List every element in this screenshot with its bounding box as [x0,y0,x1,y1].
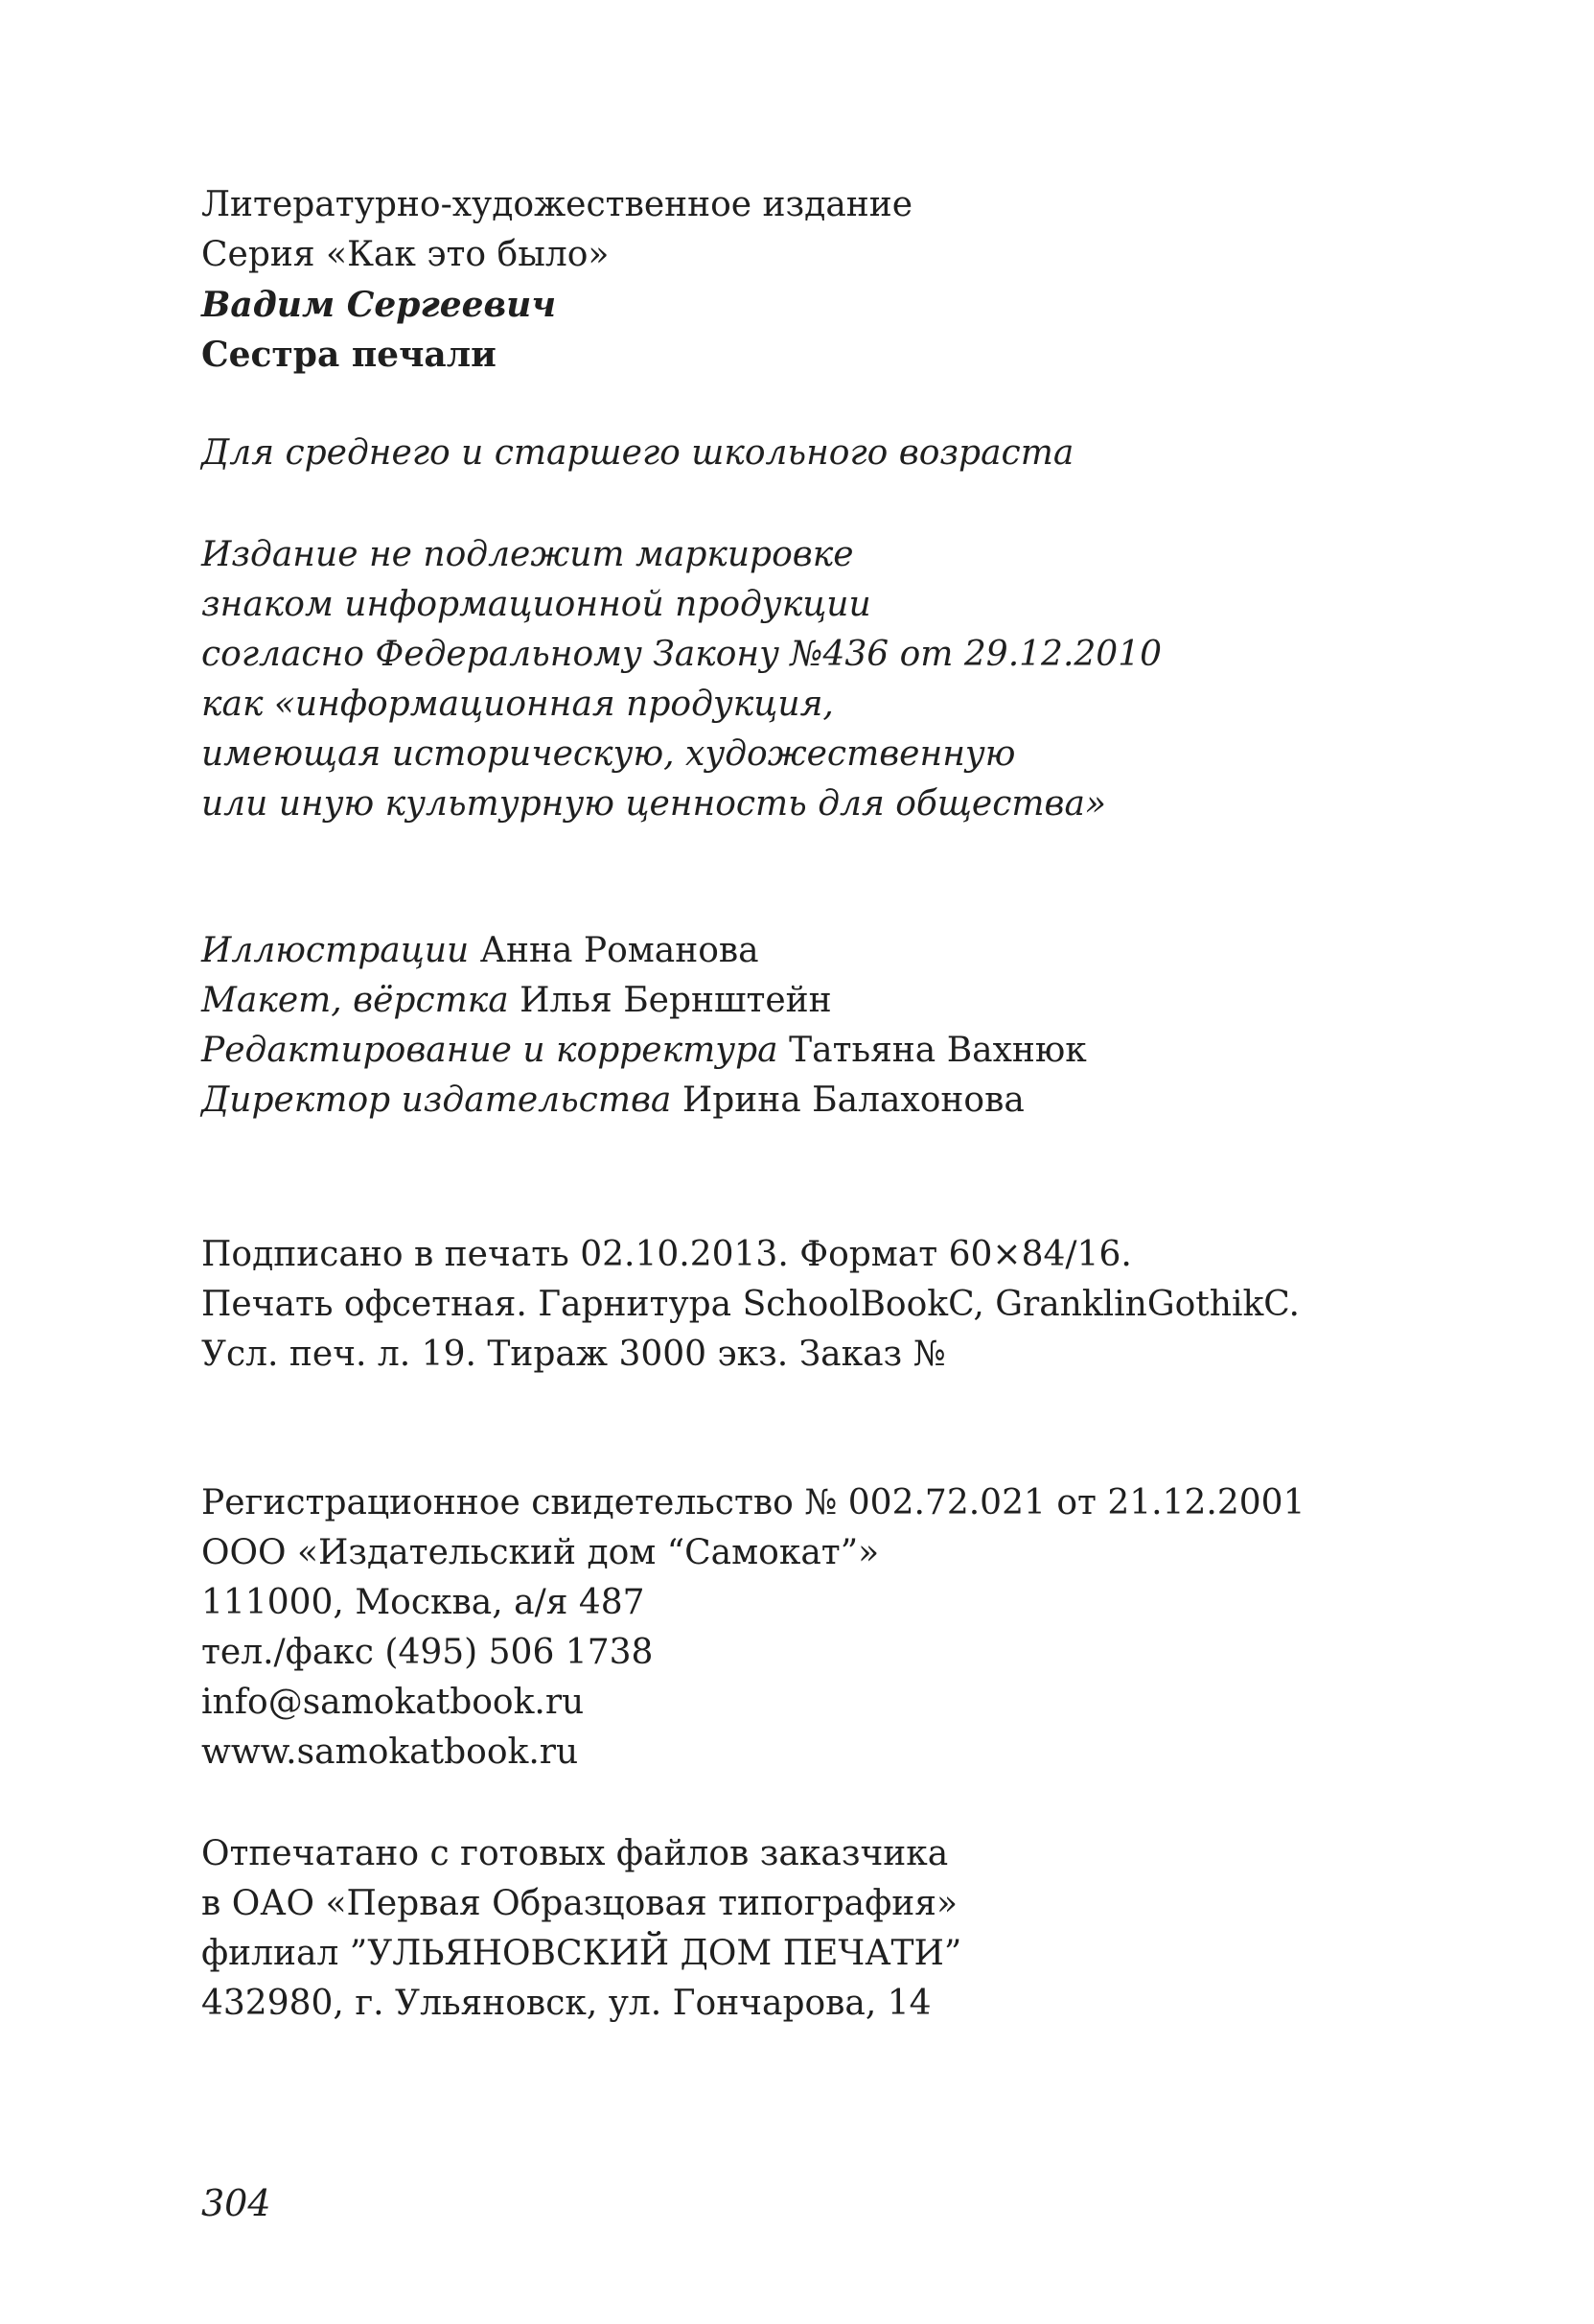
credit-name: Анна Романова [479,931,759,970]
title-block [201,180,913,380]
page-number: 304 [201,2182,271,2224]
printer-line: Отпечатано с готовых файлов заказчика [201,1834,949,1873]
law-note-line: как «информационная продукция, [201,685,834,724]
publisher-website: www.samokatbook.ru [201,1732,579,1772]
law-note-line: имеющая историческую, художественную [201,734,1016,774]
credit-name: Ирина Балахонова [681,1081,1025,1120]
publisher-registration [201,1478,1305,1778]
print-info-line: Подписано в печать 02.10.2013. Формат 60×84/16. [201,1235,1132,1274]
credit-name: Татьяна Вахнюк [789,1031,1087,1070]
edition-type: Литературно-художественное издание [201,185,913,224]
age-note [201,429,1074,478]
credit-line [201,976,1087,1026]
age-note-text: Для среднего и старшего школьного возраста [201,433,1074,473]
law-note [201,530,1162,829]
series-name: Серия «Как это было» [201,235,610,274]
author-name: Вадим Сергеевич [201,285,557,325]
credit-role: Директор издательства [201,1081,672,1120]
publisher-phone: тел./факс (495) 506 1738 [201,1633,654,1672]
credit-line [201,926,1087,976]
publisher-address: 111000, Москва, а/я 487 [201,1583,645,1622]
credit-line [201,1076,1087,1126]
printer-line: филиал ”УЛЬЯНОВСКИЙ ДОМ ПЕЧАТИ” [201,1934,962,1973]
credit-role: Макет, вёрстка [201,981,509,1020]
credit-line [201,1026,1087,1076]
law-note-line: знаком информационной продукции [201,585,871,624]
printer-info [201,1829,961,2029]
print-info-line: Печать офсетная. Гарнитура SchoolBookC, GranklinGothikC. [201,1285,1300,1324]
law-note-line: или иную культурную ценность для общества» [201,784,1106,824]
print-info-line: Усл. печ. л. 19. Тираж 3000 экз. Заказ № [201,1335,946,1374]
book-title: Сестра печали [201,335,497,375]
registration-line: Регистрационное свидетельство № 002.72.021 от 21.12.2001 [201,1483,1305,1522]
credit-role: Редактирование и корректура [201,1031,778,1070]
printer-line: 432980, г. Ульяновск, ул. Гончарова, 14 [201,1984,932,2023]
credit-name: Илья Бернштейн [520,981,832,1020]
law-note-line: согласно Федеральному Закону №436 от 29.12.2010 [201,635,1163,674]
printer-line: в ОАО «Первая Образцовая типография» [201,1884,958,1923]
credit-role: Иллюстрации [201,931,470,970]
print-info [201,1230,1300,1380]
law-note-line: Издание не подлежит маркировке [201,535,854,574]
credits [201,926,1087,1126]
publisher-email: info@samokatbook.ru [201,1683,585,1722]
publisher-name: ООО «Издательский дом “Самокат”» [201,1533,880,1572]
